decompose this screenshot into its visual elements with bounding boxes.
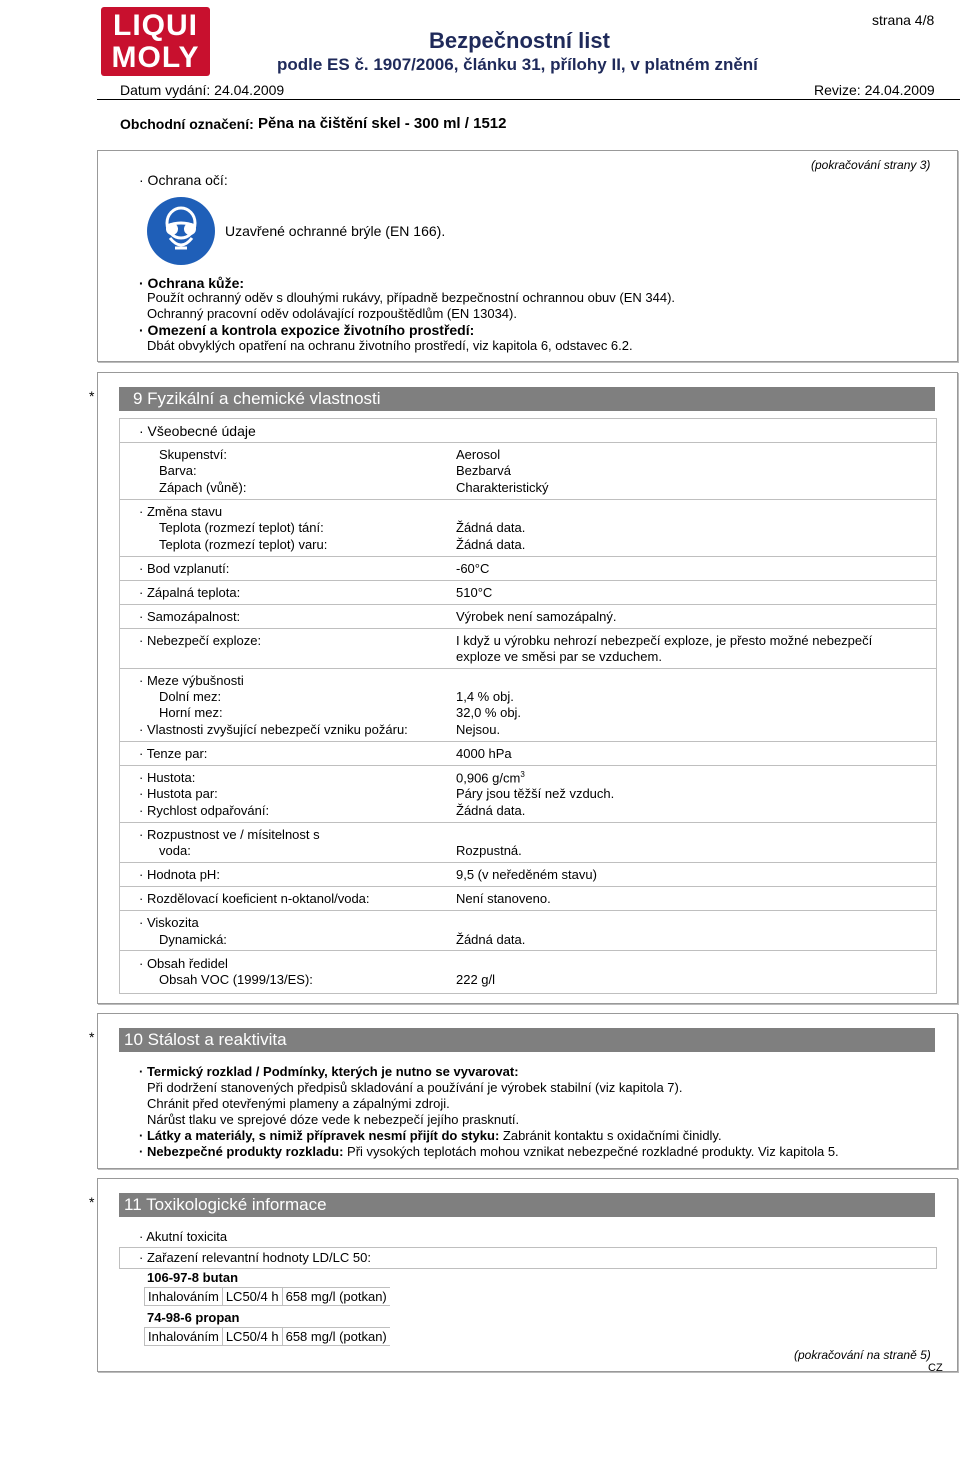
substance-table bbox=[144, 1327, 390, 1346]
acute-toxicity-label: · Akutní toxicita bbox=[139, 1229, 228, 1244]
substance-name: 74-98-6 propan bbox=[147, 1310, 240, 1325]
decomposition-line bbox=[139, 1144, 839, 1159]
ld-label: · Zařazení relevantní hodnoty LD/LC 50: bbox=[139, 1250, 371, 1265]
color-label: Barva: bbox=[159, 463, 197, 478]
goggles-icon bbox=[146, 196, 216, 266]
section11-title bbox=[119, 1193, 935, 1217]
table-row bbox=[145, 1288, 390, 1306]
evap-label: · Rychlost odpařování: bbox=[139, 803, 270, 818]
solubility-label-1: · Rozpustnost ve / mísitelnost s bbox=[139, 827, 320, 842]
ignition-label: · Zápalná teplota: bbox=[139, 585, 241, 600]
incompatible-label: · Látky a materiály, s nimiž přípravek nesmí přijít do styku: bbox=[139, 1128, 500, 1143]
partition-value: Není stanoveno. bbox=[456, 891, 551, 906]
ph-label: · Hodnota pH: bbox=[139, 867, 220, 882]
substance-table bbox=[144, 1287, 390, 1306]
section10-title-text: 10 Stálost a reaktivita bbox=[124, 1030, 287, 1049]
revision-date: Revize: 24.04.2009 bbox=[814, 82, 935, 98]
section9-title-text: 9 Fyzikální a chemické vlastnosti bbox=[133, 389, 381, 408]
continued-to: (pokračování na straně 5) bbox=[794, 1348, 931, 1362]
goggles-text: Uzavřené ochranné brýle (EN 166). bbox=[225, 223, 446, 239]
lower-label: Dolní mez: bbox=[159, 689, 222, 704]
liqui-moly-logo bbox=[101, 7, 210, 76]
param-cell: LC50/4 h bbox=[222, 1288, 282, 1306]
eye-protection-label: · Ochrana očí: bbox=[139, 172, 228, 188]
decomposition-value: Při vysokých teplotách mohou vznikat nebezpečné rozkladné produkty. Viz kapitola 5. bbox=[343, 1144, 839, 1159]
flash-label: · Bod vzplanutí: bbox=[139, 561, 230, 576]
skin-protection-text-2: Ochranný pracovní oděv odolávající rozpouštědlům (EN 13034). bbox=[147, 306, 517, 321]
explosion-value-1: I když u výrobku nehrozí nebezpečí exploze, je přesto možné nebezpečí bbox=[456, 633, 873, 648]
oxid-label: · Vlastnosti zvyšující nebezpečí vzniku požáru: bbox=[139, 722, 408, 737]
continued-from: (pokračování strany 3) bbox=[811, 158, 931, 172]
logo-line2: MOLY bbox=[111, 41, 200, 74]
voc-label: Obsah VOC (1999/13/ES): bbox=[159, 972, 313, 987]
value-cell: 658 mg/l (potkan) bbox=[282, 1288, 390, 1306]
thermal-text-2: Chránit před otevřenými plameny a zápalnými zdroji. bbox=[147, 1096, 450, 1111]
boil-label: Teplota (rozmezí teplot) varu: bbox=[159, 537, 328, 552]
issue-date: Datum vydání: 24.04.2009 bbox=[120, 82, 285, 98]
trade-name: Pěna na čištění skel - 300 ml / 1512 bbox=[258, 115, 507, 132]
incompatible-value: Zabránit kontaktu s oxidačními činidly. bbox=[499, 1128, 722, 1143]
section11-title-text: 11 Toxikologické informace bbox=[124, 1195, 327, 1214]
ignition-value: 510°C bbox=[456, 585, 493, 600]
env-exposure-label: · Omezení a kontrola expozice životního prostředí: bbox=[139, 322, 475, 338]
vdensity-value: Páry jsou těžší než vzduch. bbox=[456, 786, 615, 801]
table-row bbox=[119, 741, 937, 766]
value-cell: 658 mg/l (potkan) bbox=[282, 1328, 390, 1346]
header-rule bbox=[97, 99, 960, 100]
table-row bbox=[145, 1328, 390, 1346]
logo-line1: LIQUI bbox=[113, 9, 198, 42]
color-value: Bezbarvá bbox=[456, 463, 511, 478]
thermal-text-1: Při dodržení stanovených předpisů skladování a používání je výrobek stabilní (viz kapitola 7). bbox=[147, 1080, 683, 1095]
odor-label: Zápach (vůně): bbox=[159, 480, 247, 495]
section10-change-marker: * bbox=[89, 1029, 95, 1045]
route-cell: Inhalováním bbox=[145, 1288, 223, 1306]
solvent-label: · Obsah ředidel bbox=[139, 956, 228, 971]
selfign-value: Výrobek není samozápalný. bbox=[456, 609, 617, 624]
substance-name: 106-97-8 butan bbox=[147, 1270, 239, 1285]
dynamic-value: Žádná data. bbox=[456, 932, 526, 947]
route-cell: Inhalováním bbox=[145, 1328, 223, 1346]
document-subtitle: podle ES č. 1907/2006, článku 31, přílohy II, v platném znění bbox=[277, 55, 758, 74]
viscosity-label: · Viskozita bbox=[139, 915, 199, 930]
vdensity-label: · Hustota par: bbox=[139, 786, 218, 801]
change-label: · Změna stavu bbox=[139, 504, 223, 519]
density-label: · Hustota: bbox=[139, 770, 196, 785]
melt-label: Teplota (rozmezí teplot) tání: bbox=[159, 520, 324, 535]
upper-label: Horní mez: bbox=[159, 705, 223, 720]
page-number: strana 4/8 bbox=[872, 12, 935, 28]
decomposition-label: · Nebezpečné produkty rozkladu: bbox=[139, 1144, 344, 1159]
density-value bbox=[456, 770, 525, 785]
language-code: CZ bbox=[928, 1362, 943, 1374]
voc-value: 222 g/l bbox=[456, 972, 496, 987]
lower-value: 1,4 % obj. bbox=[456, 689, 514, 704]
partition-label: · Rozdělovací koeficient n-oktanol/voda: bbox=[139, 891, 370, 906]
oxid-value: Nejsou. bbox=[456, 722, 501, 737]
table-row bbox=[119, 580, 937, 605]
explosion-label: · Nebezpečí exploze: bbox=[139, 633, 262, 648]
dynamic-label: Dynamická: bbox=[159, 932, 227, 947]
boil-value: Žádná data. bbox=[456, 537, 526, 552]
thermal-text-3: Nárůst tlaku ve sprejové dóze vede k nebezpečí jejího prasknutí. bbox=[147, 1112, 520, 1127]
melt-value: Žádná data. bbox=[456, 520, 526, 535]
env-exposure-text: Dbát obvyklých opatření na ochranu životního prostředí, viz kapitola 6, odstavec 6.2. bbox=[147, 338, 633, 353]
skin-protection-label: · Ochrana kůže: bbox=[139, 275, 245, 291]
limits-label: · Meze výbušnosti bbox=[139, 673, 244, 688]
upper-value: 32,0 % obj. bbox=[456, 705, 522, 720]
selfign-label: · Samozápalnost: bbox=[139, 609, 241, 624]
thermal-label: · Termický rozklad / Podmínky, kterých je nutno se vyvarovat: bbox=[139, 1064, 519, 1079]
ph-value: 9,5 (v neředěném stavu) bbox=[456, 867, 597, 882]
vapor-label: · Tenze par: bbox=[139, 746, 208, 761]
param-cell: LC50/4 h bbox=[222, 1328, 282, 1346]
solubility-value: Rozpustná. bbox=[456, 843, 522, 858]
table-row bbox=[119, 910, 937, 951]
evap-value: Žádná data. bbox=[456, 803, 526, 818]
trade-name-label: Obchodní označení: bbox=[120, 116, 254, 132]
solubility-label-2: voda: bbox=[159, 843, 191, 858]
skin-protection-text-1: Použít ochranný oděv s dlouhými rukávy, případně bezpečnostní ochrannou obuv (EN 344). bbox=[147, 290, 676, 305]
density-number: 0,906 g/cm bbox=[456, 770, 521, 786]
vapor-value: 4000 hPa bbox=[456, 746, 512, 761]
section11-change-marker: * bbox=[89, 1194, 95, 1210]
flash-value: -60°C bbox=[456, 561, 490, 576]
explosion-value-2: exploze ve směsi par se vzduchem. bbox=[456, 649, 662, 664]
form-label: Skupenství: bbox=[159, 447, 227, 462]
section9-change-marker: * bbox=[89, 388, 95, 404]
section9-title bbox=[119, 387, 935, 411]
incompatible-line bbox=[139, 1128, 722, 1143]
form-value: Aerosol bbox=[456, 447, 501, 462]
table-row bbox=[119, 556, 937, 581]
odor-value: Charakteristický bbox=[456, 480, 549, 495]
document-title: Bezpečnostní list bbox=[429, 28, 610, 53]
section10-title bbox=[119, 1028, 935, 1052]
general-label: · Všeobecné údaje bbox=[139, 423, 256, 439]
density-exponent: 3 bbox=[520, 770, 525, 779]
